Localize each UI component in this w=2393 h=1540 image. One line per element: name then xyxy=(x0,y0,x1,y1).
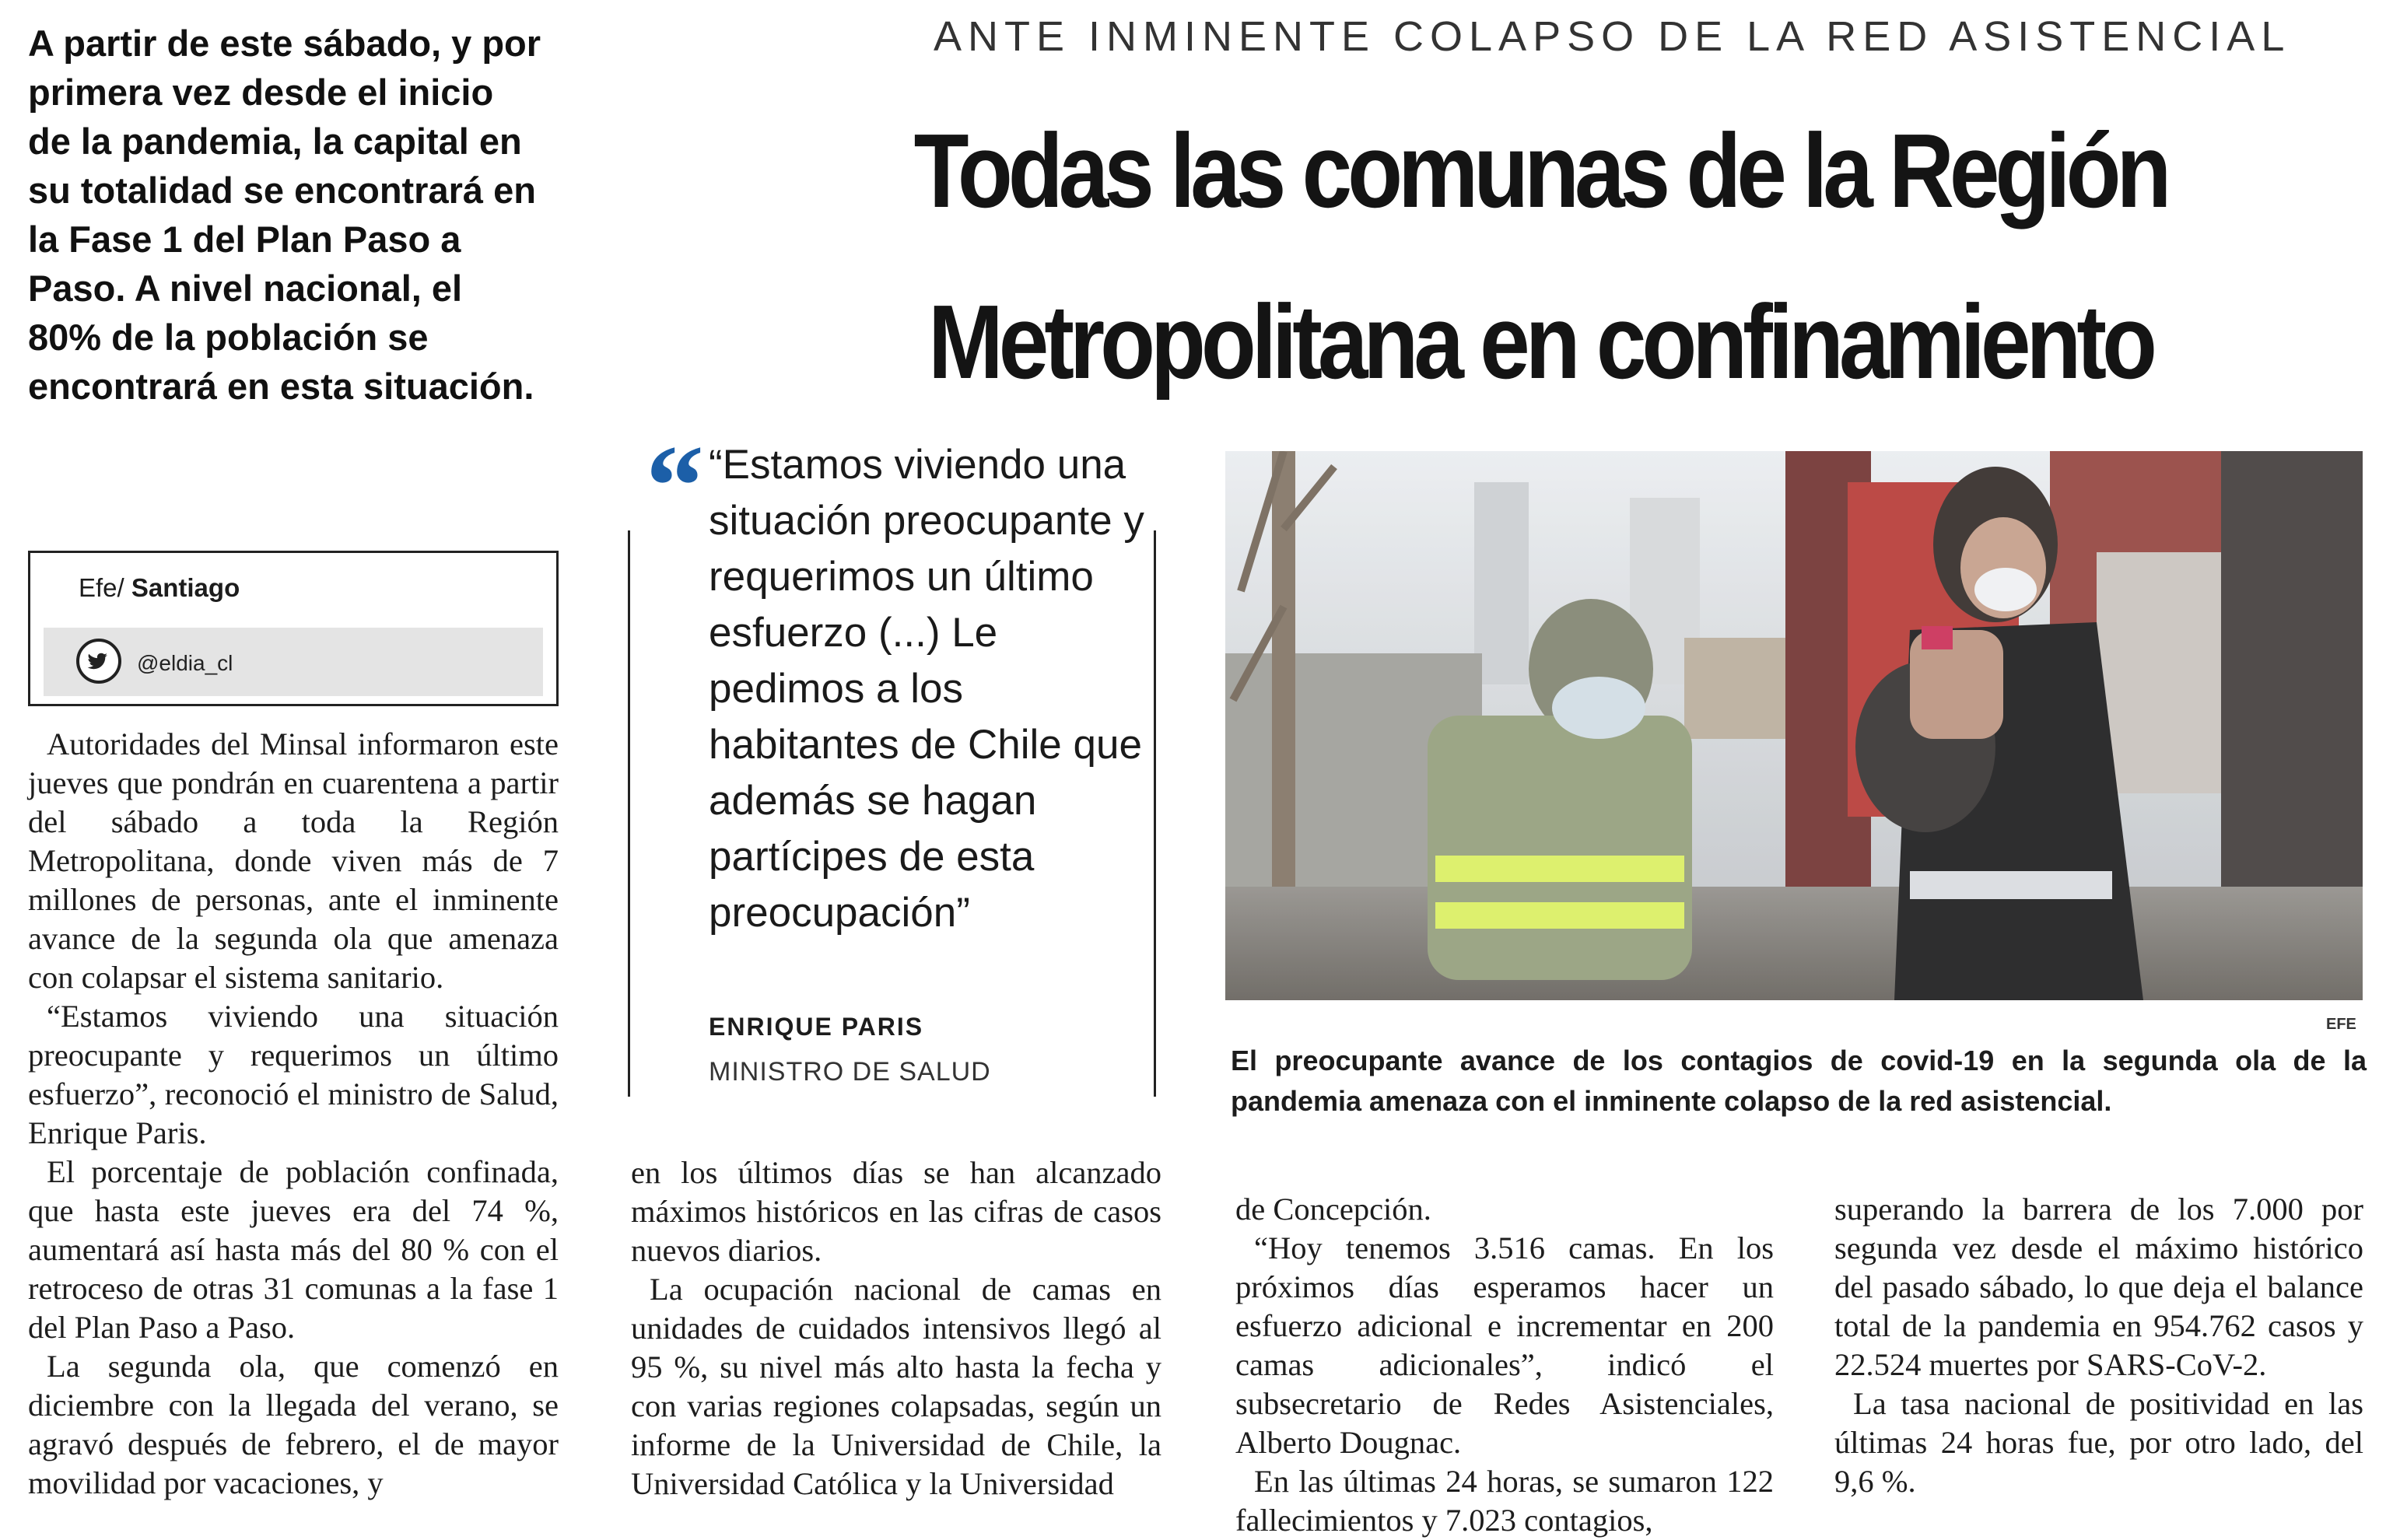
headline-line-1: Todas las comunas de la Región xyxy=(913,112,2167,229)
body-column-2 xyxy=(631,1153,1161,1503)
body-paragraph: “Estamos viviendo una situación preocupante y requerimos un último esfuerzo”, reconoció el ministro de Salud, Enrique Paris. xyxy=(28,999,559,1150)
body-paragraph: La tasa nacional de positividad en las últimas 24 horas fue, por otro lado, del 9,6 %. xyxy=(1834,1386,2363,1499)
news-photo xyxy=(1225,451,2363,1000)
body-paragraph: En las últimas 24 horas, se sumaron 122 fallecimientos y 7.023 contagios, xyxy=(1235,1464,1774,1538)
headline xyxy=(845,82,2237,432)
body-paragraph: superando la barrera de los 7.000 por segunda vez desde el máximo histórico del pasado sábado, lo que deja el balance total de la pandemia en 954.762 casos y 22.524 muertes por SARS-CoV-2. xyxy=(1834,1192,2363,1382)
byline-agency: Efe/ xyxy=(79,573,124,602)
headline-line-2: Metropolitana en confinamiento xyxy=(928,283,2153,401)
photo-caption: El preocupante avance de los contagios de covid-19 en la segunda ola de la pandemia amenaza con el inminente colapso de la red asistencial. xyxy=(1231,1045,2367,1117)
body-paragraph: La ocupación nacional de camas en unidades de cuidados intensivos llegó al 95 %, su nivel más alto hasta la fecha y con varias regiones colapsadas, según un informe de la Universidad de Chile, la Universidad Católica y la Universidad xyxy=(631,1272,1161,1501)
pull-quote-rule-left xyxy=(628,530,630,1097)
body-paragraph: La segunda ola, que comenzó en diciembre con la llegada del verano, se agravó después de febrero, el de mayor movilidad por vacaciones, y xyxy=(28,1349,559,1500)
twitter-bar xyxy=(44,628,543,696)
body-column-3 xyxy=(1235,1190,1774,1540)
lead-paragraph: A partir de este sábado, y por primera vez desde el inicio de la pandemia, la capital en su totalidad se encontrará en la Fase 1 del Plan Paso a Paso. A nivel nacional, el 80% de la población se encontrará en esta situación. xyxy=(28,23,541,407)
body-paragraph: El porcentaje de población confinada, que hasta este jueves era del 74 %, aumentará así hasta más del 80 % con el retroceso de otras 31 comunas a la fase 1 del Plan Paso a Paso. xyxy=(28,1154,559,1345)
pull-quote-rule-right xyxy=(1154,530,1156,1097)
byline-location: Santiago xyxy=(131,573,240,602)
body-column-4 xyxy=(1834,1190,2363,1501)
quote-mark-icon: “ xyxy=(646,422,704,551)
byline xyxy=(79,573,240,603)
body-paragraph: en los últimos días se han alcanzado máximos históricos en las cifras de casos nuevos diarios. xyxy=(631,1155,1161,1268)
kicker: ANTE INMINENTE COLAPSO DE LA RED ASISTENCIAL xyxy=(934,13,2291,60)
body-paragraph: de Concepción. xyxy=(1235,1192,1431,1227)
twitter-handle: @eldia_cl xyxy=(137,651,233,675)
body-column-1 xyxy=(28,725,559,1503)
byline-box xyxy=(28,551,559,706)
news-photo-illustration xyxy=(1225,451,2363,1000)
body-paragraph: Autoridades del Minsal informaron este jueves que pondrán en cuarentena a partir del sábado a toda la Región Metropolitana, donde viven más de 7 millones de personas, ante el inminente avance de la segunda ola que amenaza con colapsar el sistema sanitario. xyxy=(28,726,559,995)
pull-quote-text: “Estamos viviendo una situación preocupante y requerimos un último esfuerzo (...) Le pedimos a los habitantes de Chile que además se hagan partícipes de esta preocupación” xyxy=(709,442,1144,936)
pull-quote-role: MINISTRO DE SALUD xyxy=(709,1057,991,1087)
twitter-icon xyxy=(76,639,121,684)
photo-credit: EFE xyxy=(2326,1016,2356,1033)
body-paragraph: “Hoy tenemos 3.516 camas. En los próximos días esperamos hacer un esfuerzo adicional e incrementar en 200 camas adicionales”, indicó el subsecretario de Redes Asistenciales, Alberto Dougnac. xyxy=(1235,1230,1774,1460)
pull-quote-name: ENRIQUE PARIS xyxy=(709,1013,924,1041)
